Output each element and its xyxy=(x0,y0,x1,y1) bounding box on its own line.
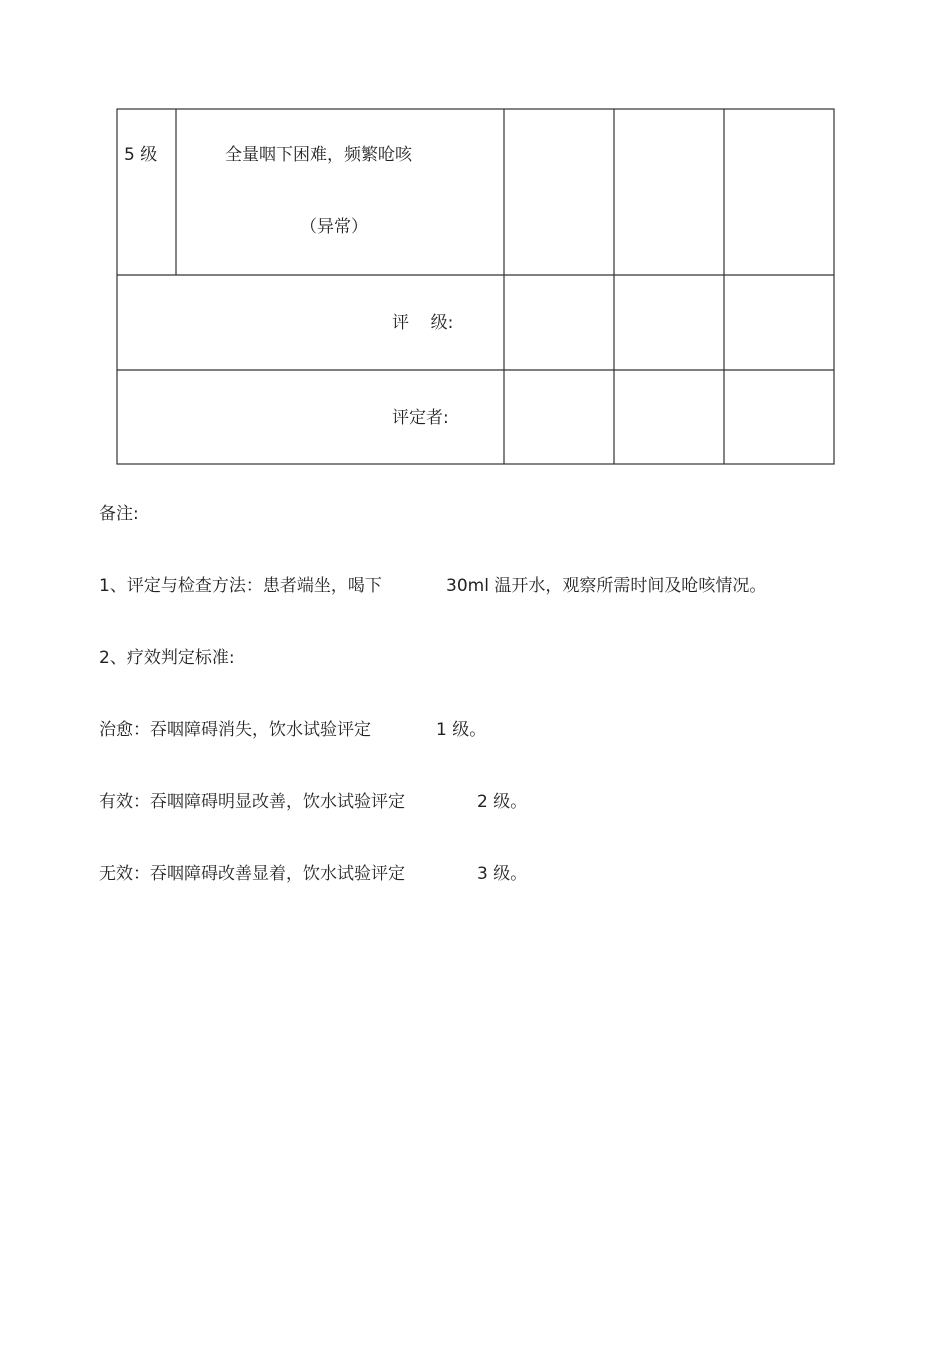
rating-label: 评 级: xyxy=(392,313,454,333)
notes-heading: 备注: xyxy=(99,504,139,524)
cured-level: 1 级。 xyxy=(436,720,487,740)
rater-label: 评定者: xyxy=(392,408,449,428)
cured-criterion: 治愈：吞咽障碍消失，饮水试验评定 xyxy=(99,720,371,740)
method-text: 1、评定与检查方法：患者端坐，喝下 xyxy=(99,576,382,596)
level-description-note: （异常） xyxy=(300,217,368,237)
level-label: 5 级 xyxy=(124,145,158,165)
effective-criterion: 有效：吞咽障碍明显改善，饮水试验评定 xyxy=(99,792,405,812)
level-description: 全量咽下困难，频繁呛咳 xyxy=(225,145,412,165)
criteria-heading: 2、疗效判定标准: xyxy=(99,648,235,668)
ineffective-criterion: 无效：吞咽障碍改善显着，饮水试验评定 xyxy=(99,864,405,884)
effective-level: 2 级。 xyxy=(477,792,528,812)
ineffective-level: 3 级。 xyxy=(477,864,528,884)
method-amount-text: 30ml 温开水，观察所需时间及呛咳情况。 xyxy=(446,576,767,596)
